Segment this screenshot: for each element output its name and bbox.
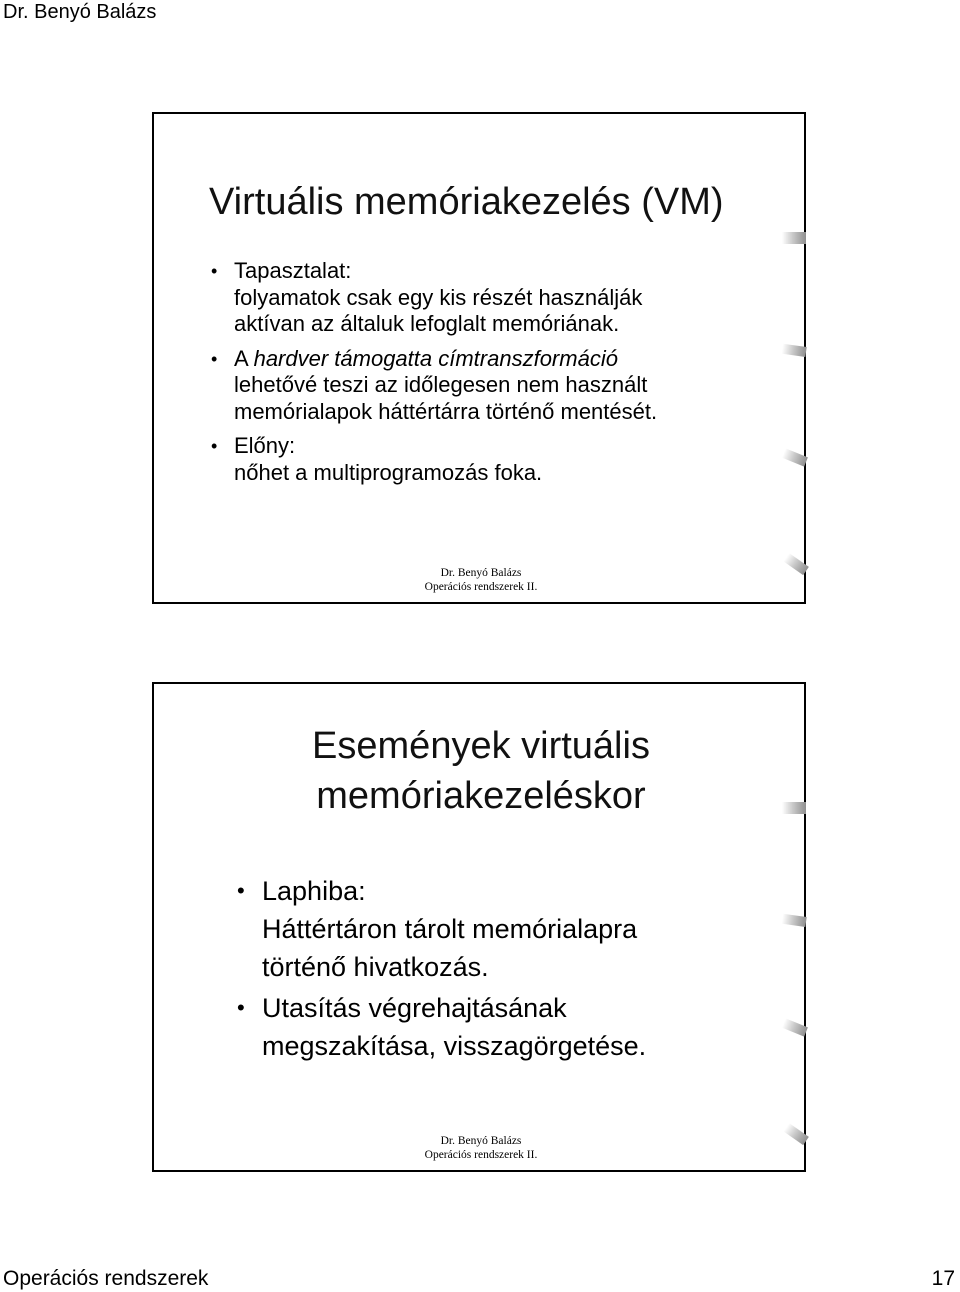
slide-footer-course: Operációs rendszerek II. xyxy=(424,581,538,593)
bullet-item xyxy=(234,346,657,426)
page-number: 17 xyxy=(931,1267,955,1290)
bullet-list xyxy=(234,258,657,494)
bullet-item: • Utasítás végrehajtásának megszakítása, visszagörgetése. xyxy=(262,989,646,1065)
slide-footer-author: Dr. Benyó Balázs xyxy=(440,567,522,579)
decorative-stripe xyxy=(782,1018,808,1036)
slide-2 xyxy=(152,682,806,1172)
bullet-text: lehetővé teszi az időlegesen nem használt memórialapok háttértárra történő mentését. xyxy=(234,372,658,424)
slide-footer-course: Operációs rendszerek II. xyxy=(424,1149,538,1161)
slide-footer xyxy=(154,1134,808,1162)
bullet-text: Tapasztalat: folyamatok csak egy kis részét használják aktívan az általuk lefoglalt memóriának. xyxy=(234,258,643,336)
bullet-list xyxy=(262,872,646,1068)
page-footer-course: Operációs rendszerek xyxy=(3,1267,209,1290)
bullet-text: A xyxy=(234,345,254,371)
bullet-text: Előny: nőhet a multiprogramozás foka. xyxy=(234,433,543,485)
slide-footer-author: Dr. Benyó Balázs xyxy=(440,1135,522,1147)
slide-title-line-1: Események virtuális xyxy=(312,725,650,767)
bullet-text-italic: hardver támogatta címtranszformáció xyxy=(253,345,618,371)
decorative-stripe xyxy=(782,448,808,466)
bullet-item xyxy=(234,433,657,486)
slide-footer xyxy=(154,566,808,594)
slide-title-line-2: memóriakezeléskor xyxy=(316,775,646,817)
bullet-item: • Laphiba: Háttértáron tárolt memórialapra történő hivatkozás. xyxy=(262,872,646,986)
slide-title: Virtuális memóriakezelés (VM) xyxy=(209,181,724,223)
slide-1 xyxy=(152,112,806,604)
decorative-stripe xyxy=(782,914,807,927)
bullet-item xyxy=(234,258,657,338)
decorative-stripe xyxy=(782,344,807,357)
page-header-author: Dr. Benyó Balázs xyxy=(3,1,157,23)
decorative-stripe xyxy=(782,232,806,244)
decorative-stripe xyxy=(782,802,806,814)
